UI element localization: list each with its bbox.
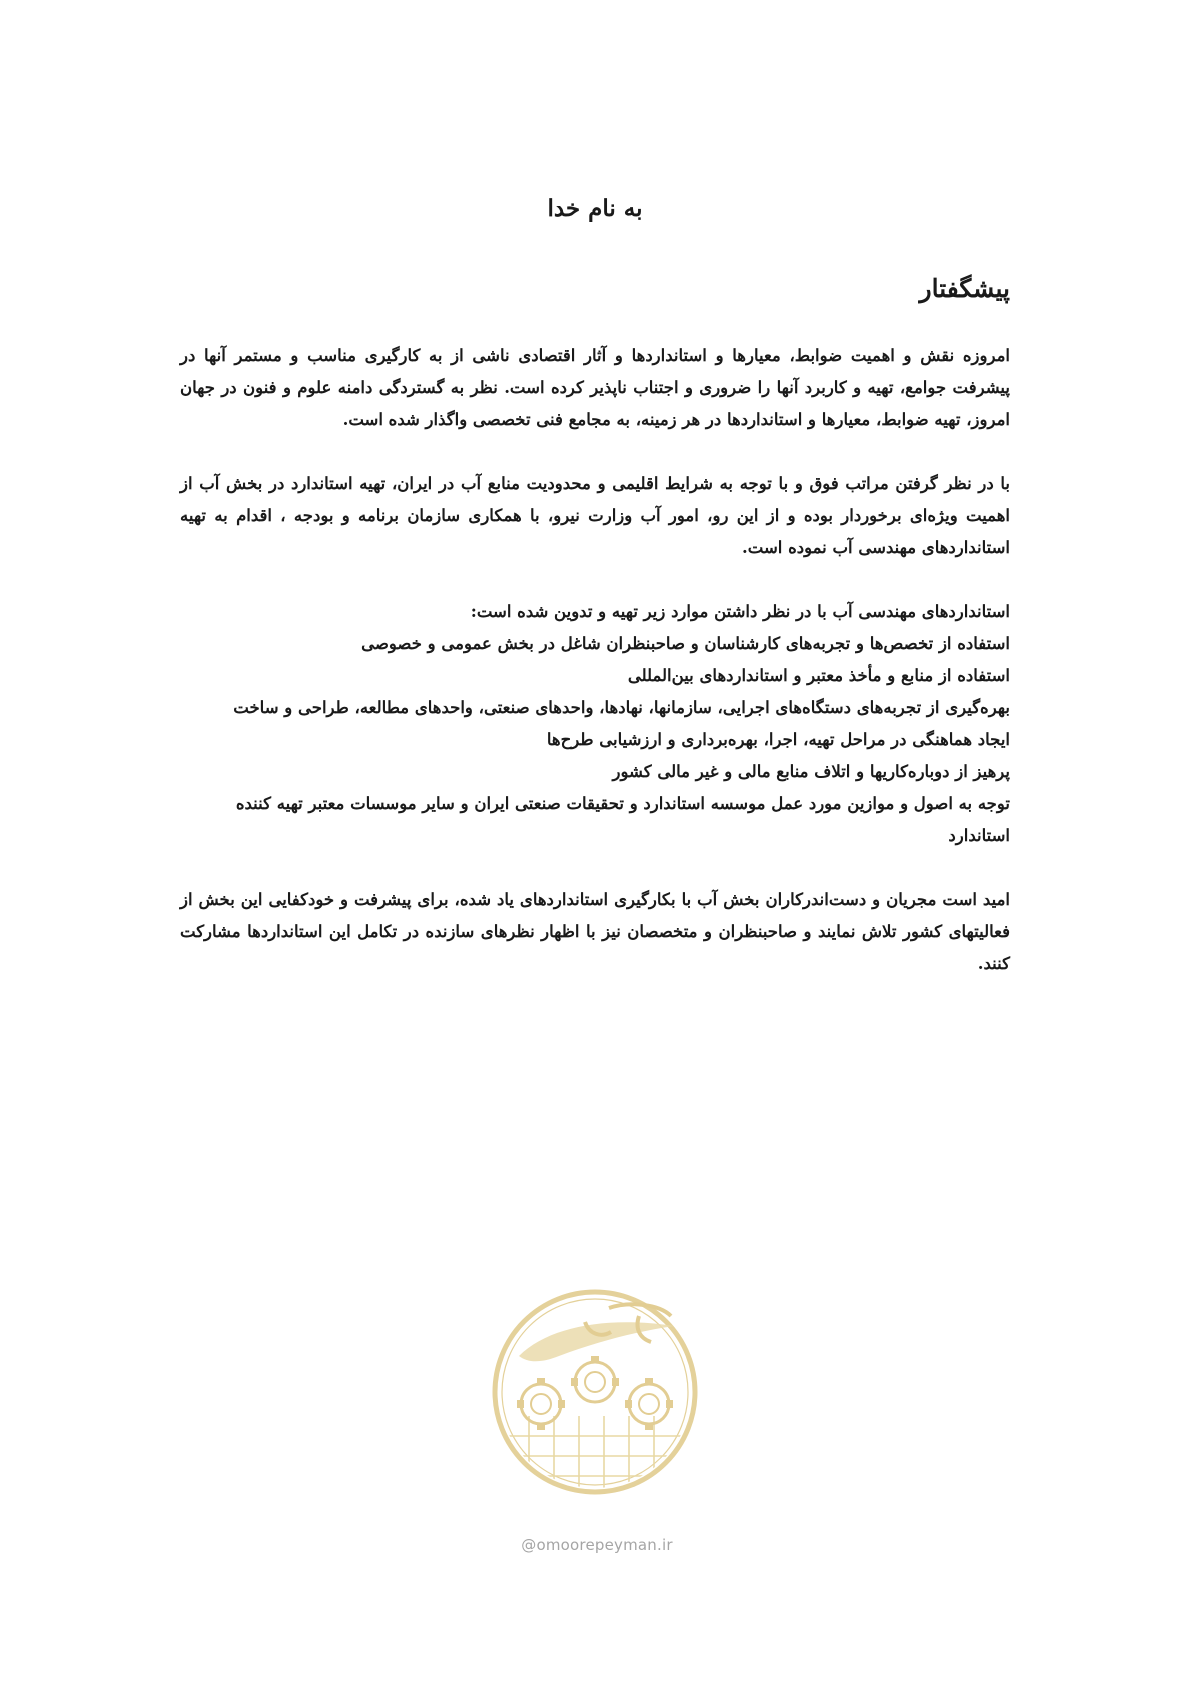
paragraph-intro: امروزه نقش و اهمیت ضوابط، معیارها و استانداردها و آثار اقتصادی ناشی از به کارگیری مناسب و مستمر آنها در پیشرفت جوامع، تهیه و کاربرد آنها را ضروری و اجتناب ناپذیر کرده است. نظر به گستردگی دامنه علوم و فنون در جهان امروز، تهیه ضوابط، معیارها و استانداردها در هر زمینه، به مجامع فنی تخصصی واگذار شده است. xyxy=(180,346,1010,429)
list-item: استفاده از تخصص‌ها و تجربه‌های کارشناسان و صاحبنظران شاغل در بخش عمومی و خصوصی xyxy=(361,634,1010,653)
watermark-logo xyxy=(489,1286,701,1498)
document-title: به نام خدا xyxy=(547,195,643,222)
list-item: توجه به اصول و موازین مورد عمل موسسه استاندارد و تحقیقات صنعتی ایران و سایر موسسات معتبر تهیه کننده استاندارد xyxy=(235,794,1010,845)
document-body xyxy=(180,340,1010,1012)
watermark-url: @omoorepeyman.ir xyxy=(521,1536,673,1554)
list-item: بهره‌گیری از تجربه‌های دستگاه‌های اجرایی، سازمانها، نهادها، واحدهای صنعتی، واحدهای مطالعه، طراحی و ساخت xyxy=(233,698,1010,717)
criteria-list xyxy=(180,596,1010,852)
list-item: پرهیز از دوباره‌کاریها و اتلاف منابع مالی و غیر مالی کشور xyxy=(612,762,1010,781)
list-item: استفاده از منابع و مأخذ معتبر و استانداردهای بین‌المللی xyxy=(627,666,1010,685)
list-intro: استانداردهای مهندسی آب با در نظر داشتن موارد زیر تهیه و تدوین شده است: xyxy=(470,602,1010,621)
list-item: ایجاد هماهنگی در مراحل تهیه، اجرا، بهره‌برداری و ارزشیابی طرح‌ها xyxy=(546,730,1010,749)
section-heading: پیشگفتار xyxy=(919,274,1010,303)
paragraph-context: با در نظر گرفتن مراتب فوق و با توجه به شرایط اقلیمی و محدودیت منابع آب در ایران، تهیه استاندارد در بخش آب از اهمیت ویژه‌ای برخوردار بوده و از این رو، امور آب وزارت نیرو، با همکاری سازمان برنامه و بودجه ، اقدام به تهیه استانداردهای مهندسی آب نموده است. xyxy=(180,474,1010,557)
paragraph-closing: امید است مجریان و دست‌اندرکاران بخش آب با بکارگیری استانداردهای یاد شده، برای پیشرفت و خودکفایی این بخش از فعالیتهای کشور تلاش نمایند و صاحبنظران و متخصصان نیز با اظهار نظرهای سازنده در تکامل این استانداردها مشارکت کنند. xyxy=(180,890,1010,973)
